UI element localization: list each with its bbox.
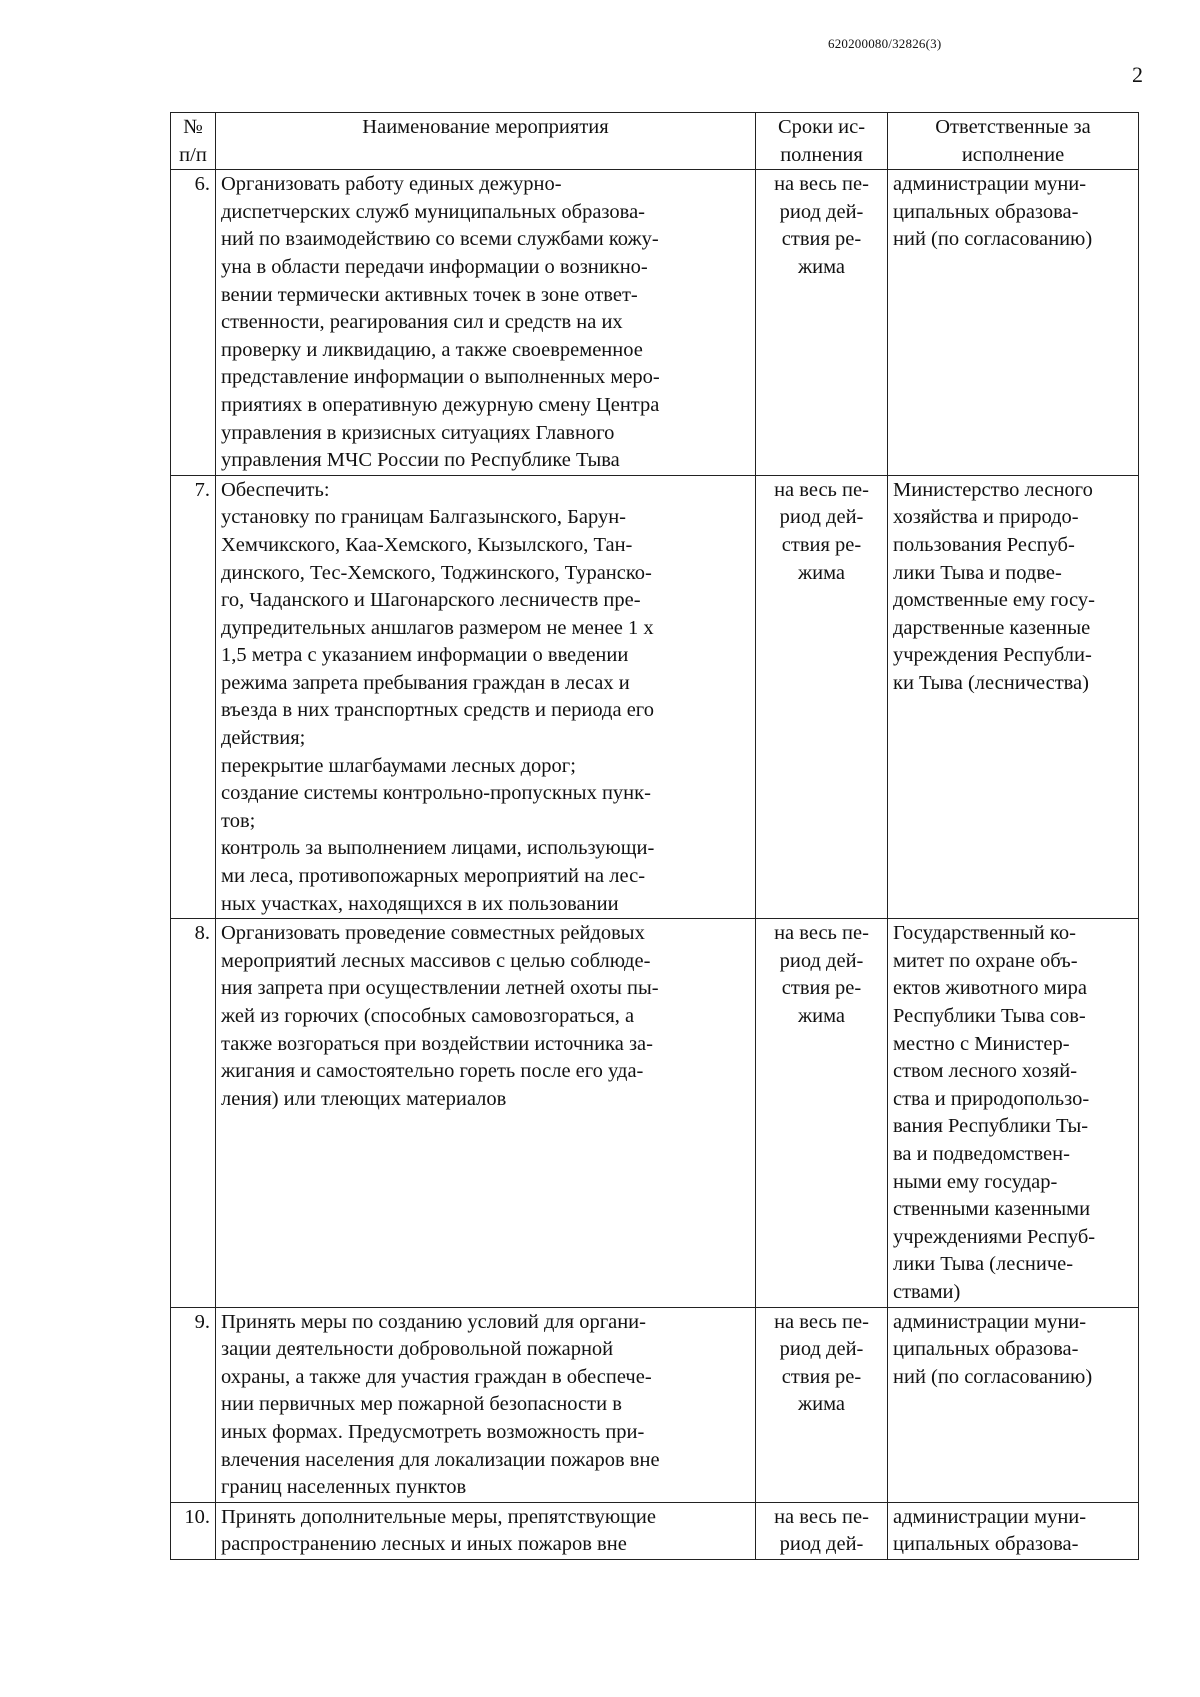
responsible-line: ства и природопользо- [893,1087,1090,1110]
responsible-line: администрации муни- [893,173,1087,196]
deadline-line: ствия ре- [781,1365,862,1388]
deadline-line: жима [797,561,846,584]
measure-name-line: жей из горючих (способных самовозгораться, а [221,1005,635,1027]
responsible-line: ством лесного хозяй- [893,1060,1078,1083]
measure-name-line: охраны, а также для участия граждан в обеспече- [221,1365,652,1388]
responsible-line: хозяйства и природо- [893,506,1079,529]
measure-name-line: Принять дополнительные меры, препятствующие [221,1505,656,1528]
measure-name-line: Организовать работу единых дежурно- [221,173,562,196]
responsible-cell [888,1307,1139,1502]
measure-name-line: перекрытие шлагбаумами лесных дорог; [221,754,576,777]
responsible-line: учреждениями Респуб- [893,1225,1096,1248]
deadline-line: ствия ре- [781,977,862,1000]
deadline-cell [756,170,888,476]
responsible-line: лики Тыва и подве- [893,561,1062,584]
header-resp [888,113,1139,170]
deadline-line: на весь пе- [774,1310,869,1333]
deadline-line: риод дей- [779,949,864,972]
row-number: 9. [171,1307,216,1502]
measure-name-line: действия; [221,727,306,750]
header-line: Сроки ис- [777,116,866,138]
responsible-cell [888,1502,1139,1559]
measure-name-line: ний по взаимодействию со всеми службами кожу- [221,228,659,251]
measure-name-line: зации деятельности добровольной пожарной [221,1338,614,1361]
measure-name-line: уна в области передачи информации о возникно- [221,255,648,278]
deadline-line: на весь пе- [774,173,869,196]
responsible-line: ственными казенными [893,1198,1091,1221]
responsible-line: ний (по согласованию) [893,228,1093,251]
measure-name-line: въезда в них транспортных средств и периода его [221,699,654,722]
measure-name-line: установку по границам Балгазынского, Барун- [221,506,627,529]
deadline-line: риод дей- [779,1533,864,1556]
deadline-line: жима [797,1005,846,1027]
measure-name-line: 1,5 метра с указанием информации о введении [221,644,629,667]
measure-name-line: Организовать проведение совместных рейдовых [221,922,645,945]
measure-name-line: ния запрета при осуществлении летней охоты пы- [221,977,659,1000]
deadline-line: на весь пе- [774,1505,869,1528]
measure-name-line: диспетчерских служб муниципальных образова- [221,200,645,223]
deadline-cell [756,1307,888,1502]
responsible-line: ва и подведомствен- [893,1142,1070,1165]
measure-name-cell [216,1307,756,1502]
header-line: полнения [780,143,863,166]
responsible-line: администрации муни- [893,1505,1087,1528]
measure-name-line: динского, Тес-Хемского, Тоджинского, Туранско- [221,561,652,584]
measure-name-line: Обеспечить: [221,478,330,501]
measure-name-line: контроль за выполнением лицами, использующи- [221,837,655,860]
responsible-line: лики Тыва (лесниче- [893,1253,1074,1276]
table-row [171,170,1139,476]
measure-name-cell [216,475,756,919]
responsible-line: домственные ему госу- [893,589,1095,612]
deadline-cell [756,919,888,1307]
document-number: 620200080/32826(3) [828,36,942,51]
responsible-line: ектов животного мира [893,977,1087,1000]
measure-name-cell [216,1502,756,1559]
responsible-line: Республики Тыва сов- [893,1005,1086,1027]
responsible-line: учреждения Республи- [893,644,1092,667]
header-name [216,113,756,170]
responsible-line: дарственные казенные [893,616,1091,639]
responsible-line: ципальных образова- [893,1338,1079,1361]
measure-name-line: приятиях в оперативную дежурную смену Центра [221,393,660,416]
deadline-line: ствия ре- [781,228,862,251]
responsible-cell [888,919,1139,1307]
responsible-line: Государственный ко- [893,922,1076,945]
measure-name-cell [216,170,756,476]
measure-name-line: иных формах. Предусмотреть возможность при- [221,1420,645,1443]
header-num [171,113,216,170]
deadline-line: на весь пе- [774,922,869,945]
row-number: 10. [171,1502,216,1559]
measure-name-line: влечения населения для локализации пожаров вне [221,1448,660,1471]
measure-name-line: представление информации о выполненных меро- [221,366,660,389]
measure-name-line: ления) или тлеющих материалов [221,1087,507,1110]
measure-name-line: нии первичных мер пожарной безопасности в [221,1393,622,1416]
table-row [171,1502,1139,1559]
measure-name-line: режима запрета пребывания граждан в лесах и [221,671,630,694]
row-number: 6. [171,170,216,476]
measure-name-line: управления МЧС России по Республике Тыва [221,449,620,472]
responsible-cell [888,170,1139,476]
measure-name-line: Хемчикского, Каа-Хемского, Кызылского, Тан- [221,533,633,556]
responsible-line: ными ему государ- [893,1170,1058,1193]
measure-name-line: го, Чаданского и Шагонарского лесничеств пре- [221,589,641,612]
responsible-line: пользования Респуб- [893,533,1075,556]
measure-name-line: ственности, реагирования сил и средств на их [221,311,623,334]
table-row [171,475,1139,919]
deadline-line: на весь пе- [774,478,869,501]
responsible-line: ствами) [893,1280,961,1303]
responsible-line: ки Тыва (лесничества) [893,671,1089,694]
deadline-cell [756,475,888,919]
deadline-line: риод дей- [779,506,864,529]
measure-name-line: вении термически активных точек в зоне ответ- [221,283,638,306]
measure-name-cell [216,919,756,1307]
deadline-line: риод дей- [779,1338,864,1361]
table-row [171,919,1139,1307]
measure-name-line: мероприятий лесных массивов с целью соблюде- [221,949,651,972]
header-line: исполнение [961,143,1065,166]
responsible-line: вания Республики Ты- [893,1115,1089,1138]
page-number: 2 [1132,62,1143,87]
responsible-line: ципальных образова- [893,200,1079,223]
header-line: п/п [179,143,207,166]
deadline-line: ствия ре- [781,533,862,556]
responsible-line: местно с Министер- [893,1032,1070,1055]
measure-name-line: создание системы контрольно-пропускных пунк- [221,782,651,805]
measure-name-line: ми леса, противопожарных мероприятий на лес- [221,865,646,888]
responsible-line: митет по охране объ- [893,949,1078,972]
measures-table [170,112,1139,1560]
responsible-line: ципальных образова- [893,1533,1079,1556]
header-line: Ответственные за [935,116,1091,138]
row-number: 7. [171,475,216,919]
header-line: № [183,116,203,138]
measure-name-line: дупредительных аншлагов размером не менее 1 х [221,616,654,639]
measure-name-line: управления в кризисных ситуациях Главного [221,421,615,444]
header-term [756,113,888,170]
measure-name-line: тов; [221,809,256,832]
table-row [171,1307,1139,1502]
measure-name-line: также возгораться при воздействии источника за- [221,1032,653,1055]
responsible-line: ний (по согласованию) [893,1365,1093,1388]
responsible-line: Министерство лесного [893,478,1093,501]
deadline-line: жима [797,255,846,278]
measure-name-line: распространению лесных и иных пожаров вне [221,1533,627,1556]
responsible-line: администрации муни- [893,1310,1087,1333]
measure-name-line: границ населенных пунктов [221,1476,467,1499]
measure-name-line: жигания и самостоятельно гореть после его уда- [221,1060,644,1083]
table-header-row [171,113,1139,170]
measure-name-line: ных участках, находящихся в их пользовании [221,892,619,915]
deadline-line: жима [797,1393,846,1416]
header-line: Наименование мероприятия [362,116,609,138]
responsible-cell [888,475,1139,919]
deadline-line: риод дей- [779,200,864,223]
measure-name-line: Принять меры по созданию условий для органи- [221,1310,646,1333]
deadline-cell [756,1502,888,1559]
measure-name-line: проверку и ликвидацию, а также своевременное [221,338,643,361]
row-number: 8. [171,919,216,1307]
